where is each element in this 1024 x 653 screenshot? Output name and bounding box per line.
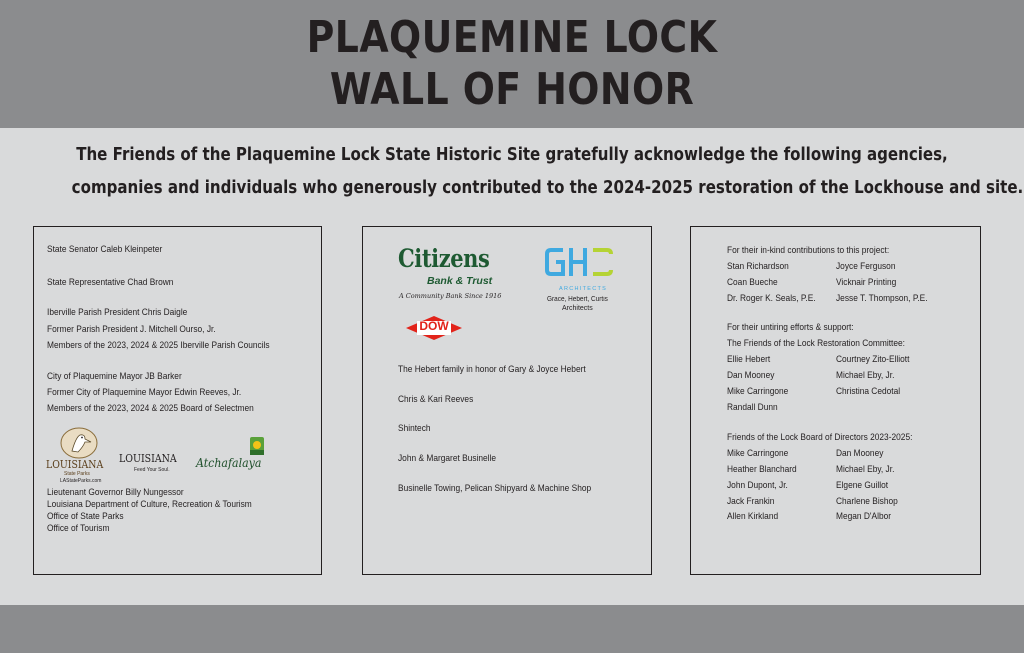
- page-title-line-1: PLAQUEMINE LOCK: [306, 12, 718, 63]
- tourism-wordmark: LOUISIANA: [119, 451, 177, 465]
- donor-line: Chris & Kari Reeves: [398, 394, 474, 405]
- left-bottom-line: Lieutenant Governor Billy Nungessor: [47, 487, 184, 498]
- state-parks-url: LAStateParks.com: [60, 478, 102, 484]
- donor-line: John & Margaret Businelle: [398, 453, 497, 464]
- board-name: Megan D'Albor: [836, 511, 892, 522]
- state-parks-sub: State Parks: [64, 471, 90, 477]
- left-line: Members of the 2023, 2024 & 2025 Board of Selectmen: [47, 403, 254, 414]
- board-name: Jack Frankin: [727, 496, 775, 507]
- committee-name: Dan Mooney: [727, 370, 775, 381]
- inkind-heading: For their in-kind contributions to this project:: [727, 245, 890, 256]
- left-bottom-line: Louisiana Department of Culture, Recreation & Tourism: [47, 499, 252, 510]
- left-line: Former Parish President J. Mitchell Ourso, Jr.: [47, 324, 216, 335]
- board-name: Heather Blanchard: [727, 464, 797, 475]
- inkind-name: Jesse T. Thompson, P.E.: [836, 293, 928, 304]
- board-name: Michael Eby, Jr.: [836, 464, 895, 475]
- inkind-name: Dr. Roger K. Seals, P.E.: [727, 293, 816, 304]
- inkind-name: Coan Bueche: [727, 277, 778, 288]
- left-bottom-line: Office of State Parks: [47, 511, 124, 522]
- board-name: Mike Carringone: [727, 448, 789, 459]
- committee-name: Randall Dunn: [727, 402, 778, 413]
- donor-line: Businelle Towing, Pelican Shipyard & Machine Shop: [398, 483, 592, 494]
- pelican-icon: [58, 425, 100, 459]
- left-line: City of Plaquemine Mayor JB Barker: [47, 371, 182, 382]
- left-line: Former City of Plaquemine Mayor Edwin Reeves, Jr.: [47, 387, 242, 398]
- donor-line: Shintech: [398, 423, 431, 434]
- atchafalaya-wordmark: Atchafalaya: [196, 455, 262, 470]
- ghc-line1: Grace, Hebert, Curtis: [547, 296, 608, 303]
- footer-band: [0, 605, 1024, 653]
- intro-line-2: companies and individuals who generously contributed to the 2024-2025 restoration of the Lockhouse and site.: [71, 178, 1024, 198]
- state-parks-wordmark: LOUISIANA: [46, 458, 104, 471]
- intro-line-1: The Friends of the Plaquemine Lock State Historic Site gratefully acknowledge the following agencies,: [76, 145, 948, 165]
- donor-line: The Hebert family in honor of Gary & Joyce Hebert: [398, 364, 586, 375]
- inkind-name: Vicknair Printing: [836, 277, 897, 288]
- board-name: Charlene Bishop: [836, 496, 898, 507]
- left-line: State Representative Chad Brown: [47, 277, 174, 288]
- citizens-wordmark: Citizens: [398, 244, 490, 273]
- board-name: Elgene Guillot: [836, 480, 889, 491]
- inkind-name: Joyce Ferguson: [836, 261, 896, 272]
- inkind-name: Stan Richardson: [727, 261, 789, 272]
- left-line: State Senator Caleb Kleinpeter: [47, 244, 163, 255]
- board-heading: Friends of the Lock Board of Directors 2023-2025:: [727, 432, 913, 443]
- ghc-letters-icon: [545, 244, 613, 280]
- left-bottom-line: Office of Tourism: [47, 523, 110, 534]
- tourism-tagline: Feed Your Soul.: [134, 467, 170, 473]
- board-name: Dan Mooney: [836, 448, 884, 459]
- committee-name: Courtney Zito-Elliott: [836, 354, 910, 365]
- committee-name: Christina Cedotal: [836, 386, 901, 397]
- citizens-tagline: A Community Bank Since 1916: [399, 292, 502, 300]
- dow-wordmark: DOW: [419, 319, 449, 333]
- page-title-line-2: WALL OF HONOR: [329, 64, 695, 115]
- citizens-sub: Bank & Trust: [427, 275, 493, 287]
- left-line: Members of the 2023, 2024 & 2025 Iberville Parish Councils: [47, 340, 270, 351]
- atchafalaya-emblem-icon: [249, 436, 265, 456]
- committee-heading: The Friends of the Lock Restoration Committee:: [727, 338, 905, 349]
- committee-name: Michael Eby, Jr.: [836, 370, 895, 381]
- board-name: John Dupont, Jr.: [727, 480, 788, 491]
- efforts-heading: For their untiring efforts & support:: [727, 322, 854, 333]
- committee-name: Ellie Hebert: [727, 354, 771, 365]
- left-line: Iberville Parish President Chris Daigle: [47, 307, 188, 318]
- board-name: Allen Kirkland: [727, 511, 779, 522]
- committee-name: Mike Carringone: [727, 386, 789, 397]
- ghc-architects-word: ARCHITECTS: [559, 286, 608, 292]
- ghc-line2: Architects: [562, 305, 593, 312]
